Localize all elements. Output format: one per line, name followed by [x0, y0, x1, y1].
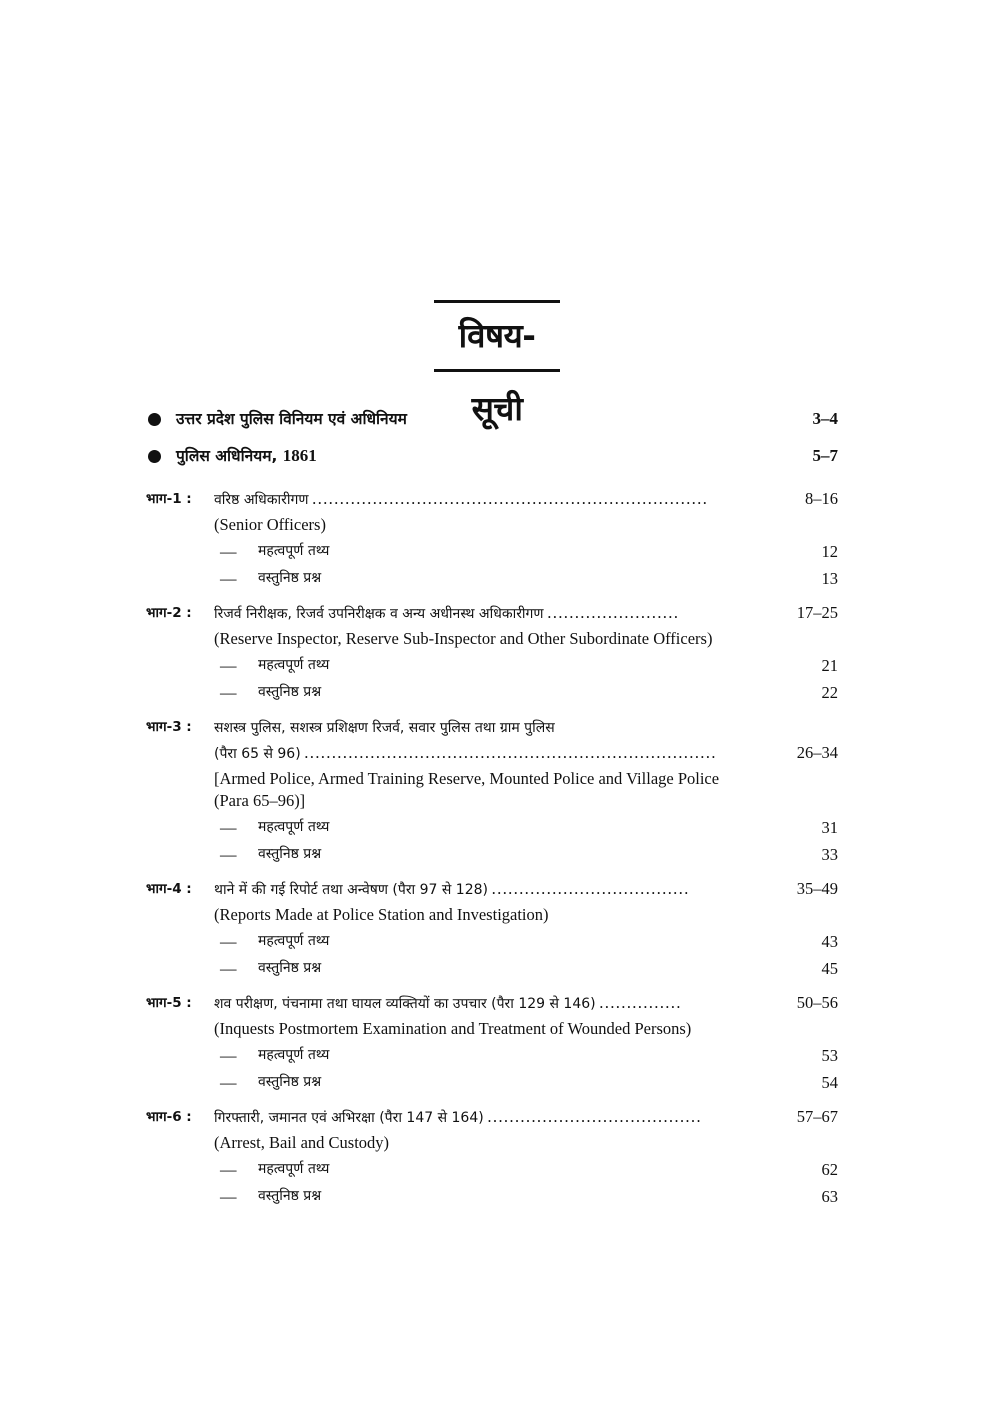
sub-item[interactable]	[146, 1069, 838, 1096]
part-title-english: (Reserve Inspector, Reserve Sub-Inspector and Other Subordinate Officers)	[214, 629, 713, 648]
sub-item-page: 13	[821, 569, 838, 588]
leader-dots: …………………………………………………………………	[303, 743, 717, 762]
page-range: 26–34	[793, 740, 838, 766]
part-title-line	[146, 990, 838, 1016]
part-title-line	[146, 876, 838, 902]
sub-item-page: 33	[821, 845, 838, 864]
page-range: 5–7	[812, 446, 838, 465]
sub-item[interactable]	[146, 1042, 838, 1069]
dash-icon: —	[220, 1046, 237, 1065]
dash-icon: —	[220, 656, 237, 675]
part-title-line	[146, 1104, 838, 1130]
sub-item-page: 45	[821, 959, 838, 978]
part-label: भाग-4 :	[146, 881, 192, 897]
sub-item-label: वस्तुनिष्ठ प्रश्न	[258, 684, 322, 700]
page-range: 35–49	[793, 876, 838, 902]
sub-item-page: 12	[821, 542, 838, 561]
toc-part[interactable]	[146, 600, 838, 706]
dash-icon: —	[220, 845, 237, 864]
leader-dots: ………………………………	[491, 879, 689, 898]
toc-part[interactable]	[146, 714, 838, 868]
part-title-hindi: शव परीक्षण, पंचनामा तथा घायल व्यक्तियों का उपचार (पैरा 129 से 146)	[214, 996, 599, 1012]
toc-top-item[interactable]	[146, 404, 838, 441]
sub-item[interactable]	[146, 955, 838, 982]
sub-item[interactable]	[146, 928, 838, 955]
dash-icon: —	[220, 959, 237, 978]
sub-item[interactable]	[146, 679, 838, 706]
bullet-icon	[148, 413, 161, 426]
sub-item-label: महत्वपूर्ण तथ्य	[258, 657, 330, 673]
sub-item-label: महत्वपूर्ण तथ्य	[258, 1047, 330, 1063]
sub-item-page: 63	[821, 1187, 838, 1206]
dash-icon: —	[220, 569, 237, 588]
sub-item-page: 54	[821, 1073, 838, 1092]
title-box	[434, 300, 560, 428]
sub-item-page: 62	[821, 1160, 838, 1179]
dash-icon: —	[220, 1073, 237, 1092]
toc-part[interactable]	[146, 1104, 838, 1210]
part-label: भाग-6 :	[146, 1109, 192, 1125]
sub-item[interactable]	[146, 565, 838, 592]
part-title-english: (Arrest, Bail and Custody)	[214, 1133, 390, 1152]
dash-icon: —	[220, 542, 237, 561]
dash-icon: —	[220, 1187, 237, 1206]
page-title: विषय-सूची	[458, 316, 536, 428]
sub-item-label: वस्तुनिष्ठ प्रश्न	[258, 1188, 322, 1204]
part-label: भाग-5 :	[146, 995, 192, 1011]
top-item-year: 1861	[282, 446, 317, 465]
table-of-contents	[146, 404, 838, 1210]
sub-item-label: वस्तुनिष्ठ प्रश्न	[258, 570, 322, 586]
part-title-hindi: सशस्त्र पुलिस, सशस्त्र प्रशिक्षण रिजर्व, सवार पुलिस तथा ग्राम पुलिस	[214, 720, 558, 736]
page-range: 3–4	[812, 409, 838, 428]
part-title-hindi: (पैरा 65 से 96)	[214, 746, 304, 762]
sub-item-label: महत्वपूर्ण तथ्य	[258, 819, 330, 835]
dash-icon: —	[220, 932, 237, 951]
sub-item[interactable]	[146, 814, 838, 841]
sub-item-label: महत्वपूर्ण तथ्य	[258, 543, 330, 559]
part-title-hindi: थाने में की गई रिपोर्ट तथा अन्वेषण (पैरा 97 से 128)	[214, 882, 491, 898]
part-title-line	[146, 600, 838, 626]
top-item-text	[176, 441, 317, 471]
page-range: 17–25	[793, 600, 838, 626]
leader-dots: …………………………………	[486, 1107, 702, 1126]
dash-icon: —	[220, 1160, 237, 1179]
part-label: भाग-1 :	[146, 491, 192, 507]
sub-item-page: 22	[821, 683, 838, 702]
top-item-title: उत्तर प्रदेश पुलिस विनियम एवं अधिनियम	[176, 410, 407, 428]
part-label: भाग-2 :	[146, 605, 192, 621]
part-title-line	[146, 740, 838, 766]
page-range: 8–16	[801, 486, 838, 512]
sub-item-label: वस्तुनिष्ठ प्रश्न	[258, 960, 322, 976]
dash-icon: —	[220, 683, 237, 702]
bullet-icon	[148, 450, 161, 463]
part-title-line	[146, 486, 838, 512]
page-range: 57–67	[793, 1104, 838, 1130]
part-title-english: (Reports Made at Police Station and Investigation)	[214, 905, 549, 924]
leader-dots: ……………………	[546, 603, 679, 622]
page-range: 50–56	[793, 990, 838, 1016]
sub-item-label: वस्तुनिष्ठ प्रश्न	[258, 1074, 322, 1090]
toc-part[interactable]	[146, 486, 838, 592]
sub-item[interactable]	[146, 1156, 838, 1183]
sub-item-label: महत्वपूर्ण तथ्य	[258, 1161, 330, 1177]
sub-item-page: 43	[821, 932, 838, 951]
part-title-hindi: गिरफ्तारी, जमानत एवं अभिरक्षा (पैरा 147 से 164)	[214, 1110, 487, 1126]
toc-part[interactable]	[146, 990, 838, 1096]
leader-dots: ………………………………………………………………	[311, 489, 708, 508]
toc-top-item[interactable]	[146, 441, 838, 478]
part-label: भाग-3 :	[146, 719, 192, 735]
sub-item-page: 21	[821, 656, 838, 675]
part-title-english: (Senior Officers)	[214, 515, 326, 534]
dash-icon: —	[220, 818, 237, 837]
sub-item-label: महत्वपूर्ण तथ्य	[258, 933, 330, 949]
part-title-hindi: वरिष्ठ अधिकारीगण	[214, 492, 312, 508]
toc-part[interactable]	[146, 876, 838, 982]
part-title-english: [Armed Police, Armed Training Reserve, Mounted Police and Village Police (Para 65–96)]	[214, 769, 720, 810]
part-title-hindi: रिजर्व निरीक्षक, रिजर्व उपनिरीक्षक व अन्य अधीनस्थ अधिकारीगण	[214, 606, 547, 622]
top-item-title: पुलिस अधिनियम,	[176, 447, 278, 465]
sub-item[interactable]	[146, 841, 838, 868]
sub-item-page: 31	[821, 818, 838, 837]
leader-dots: ……………	[598, 993, 682, 1012]
sub-item-page: 53	[821, 1046, 838, 1065]
sub-item-label: वस्तुनिष्ठ प्रश्न	[258, 846, 322, 862]
sub-item[interactable]	[146, 652, 838, 679]
sub-item[interactable]	[146, 538, 838, 565]
sub-item[interactable]	[146, 1183, 838, 1210]
part-title-english: (Inquests Postmortem Examination and Treatment of Wounded Persons)	[214, 1019, 692, 1038]
part-title-line	[146, 714, 838, 740]
top-item-text	[176, 404, 407, 434]
